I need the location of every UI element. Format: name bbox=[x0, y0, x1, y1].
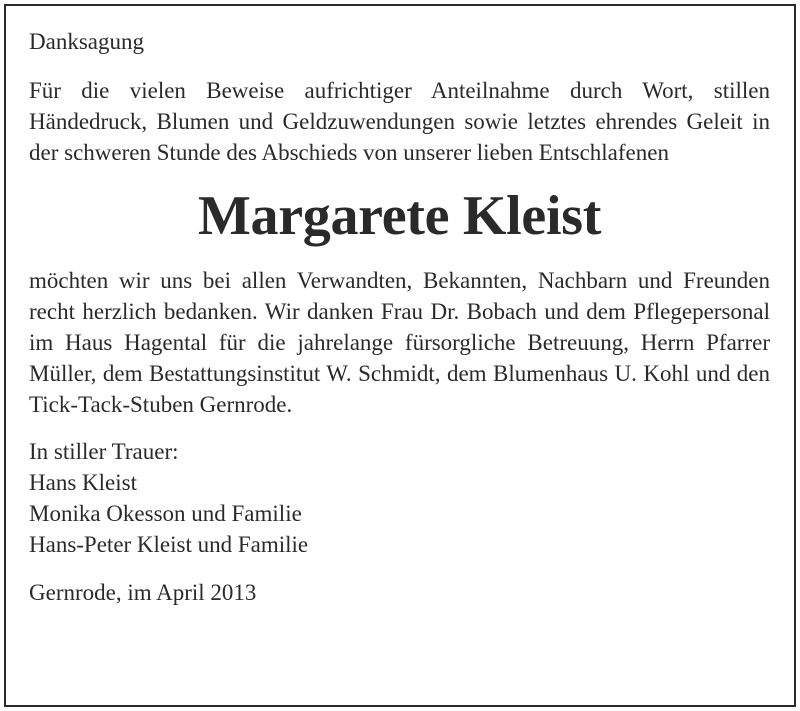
mourner-item: Hans-Peter Kleist und Familie bbox=[29, 532, 309, 557]
intro-paragraph: Für die vielen Beweise aufrichtiger Anteilnahme durch Wort, stillen Händedruck, Blumen und Geldzuwendungen sowie letztes ehrendes Geleit in der schweren Stunde des Abschieds von unserer lieben Entschlafenen bbox=[29, 78, 770, 165]
mourners-list bbox=[29, 467, 770, 560]
mourning-label: In stiller Trauer: bbox=[29, 439, 179, 464]
obituary-notice bbox=[29, 26, 770, 608]
thanks-paragraph: möchten wir uns bei allen Verwandten, Bekannten, Nachbarn und Freunden recht herzlich bedanken. Wir danken Frau Dr. Bobach und dem Pflegepersonal im Haus Hagental für die jahrelange fürsorgliche Betreuung, Herrn Pfarrer Müller, dem Bestattungsinstitut W. Schmidt, dem Blumenhaus U. Kohl und den Tick-Tack-Stuben Gernrode. bbox=[29, 268, 770, 417]
mourner-item: Hans Kleist bbox=[29, 470, 137, 495]
mourner-item: Monika Okesson und Familie bbox=[29, 501, 302, 526]
notice-heading: Danksagung bbox=[29, 29, 144, 54]
deceased-name: Margarete Kleist bbox=[197, 185, 602, 247]
place-date: Gernrode, im April 2013 bbox=[29, 580, 257, 605]
